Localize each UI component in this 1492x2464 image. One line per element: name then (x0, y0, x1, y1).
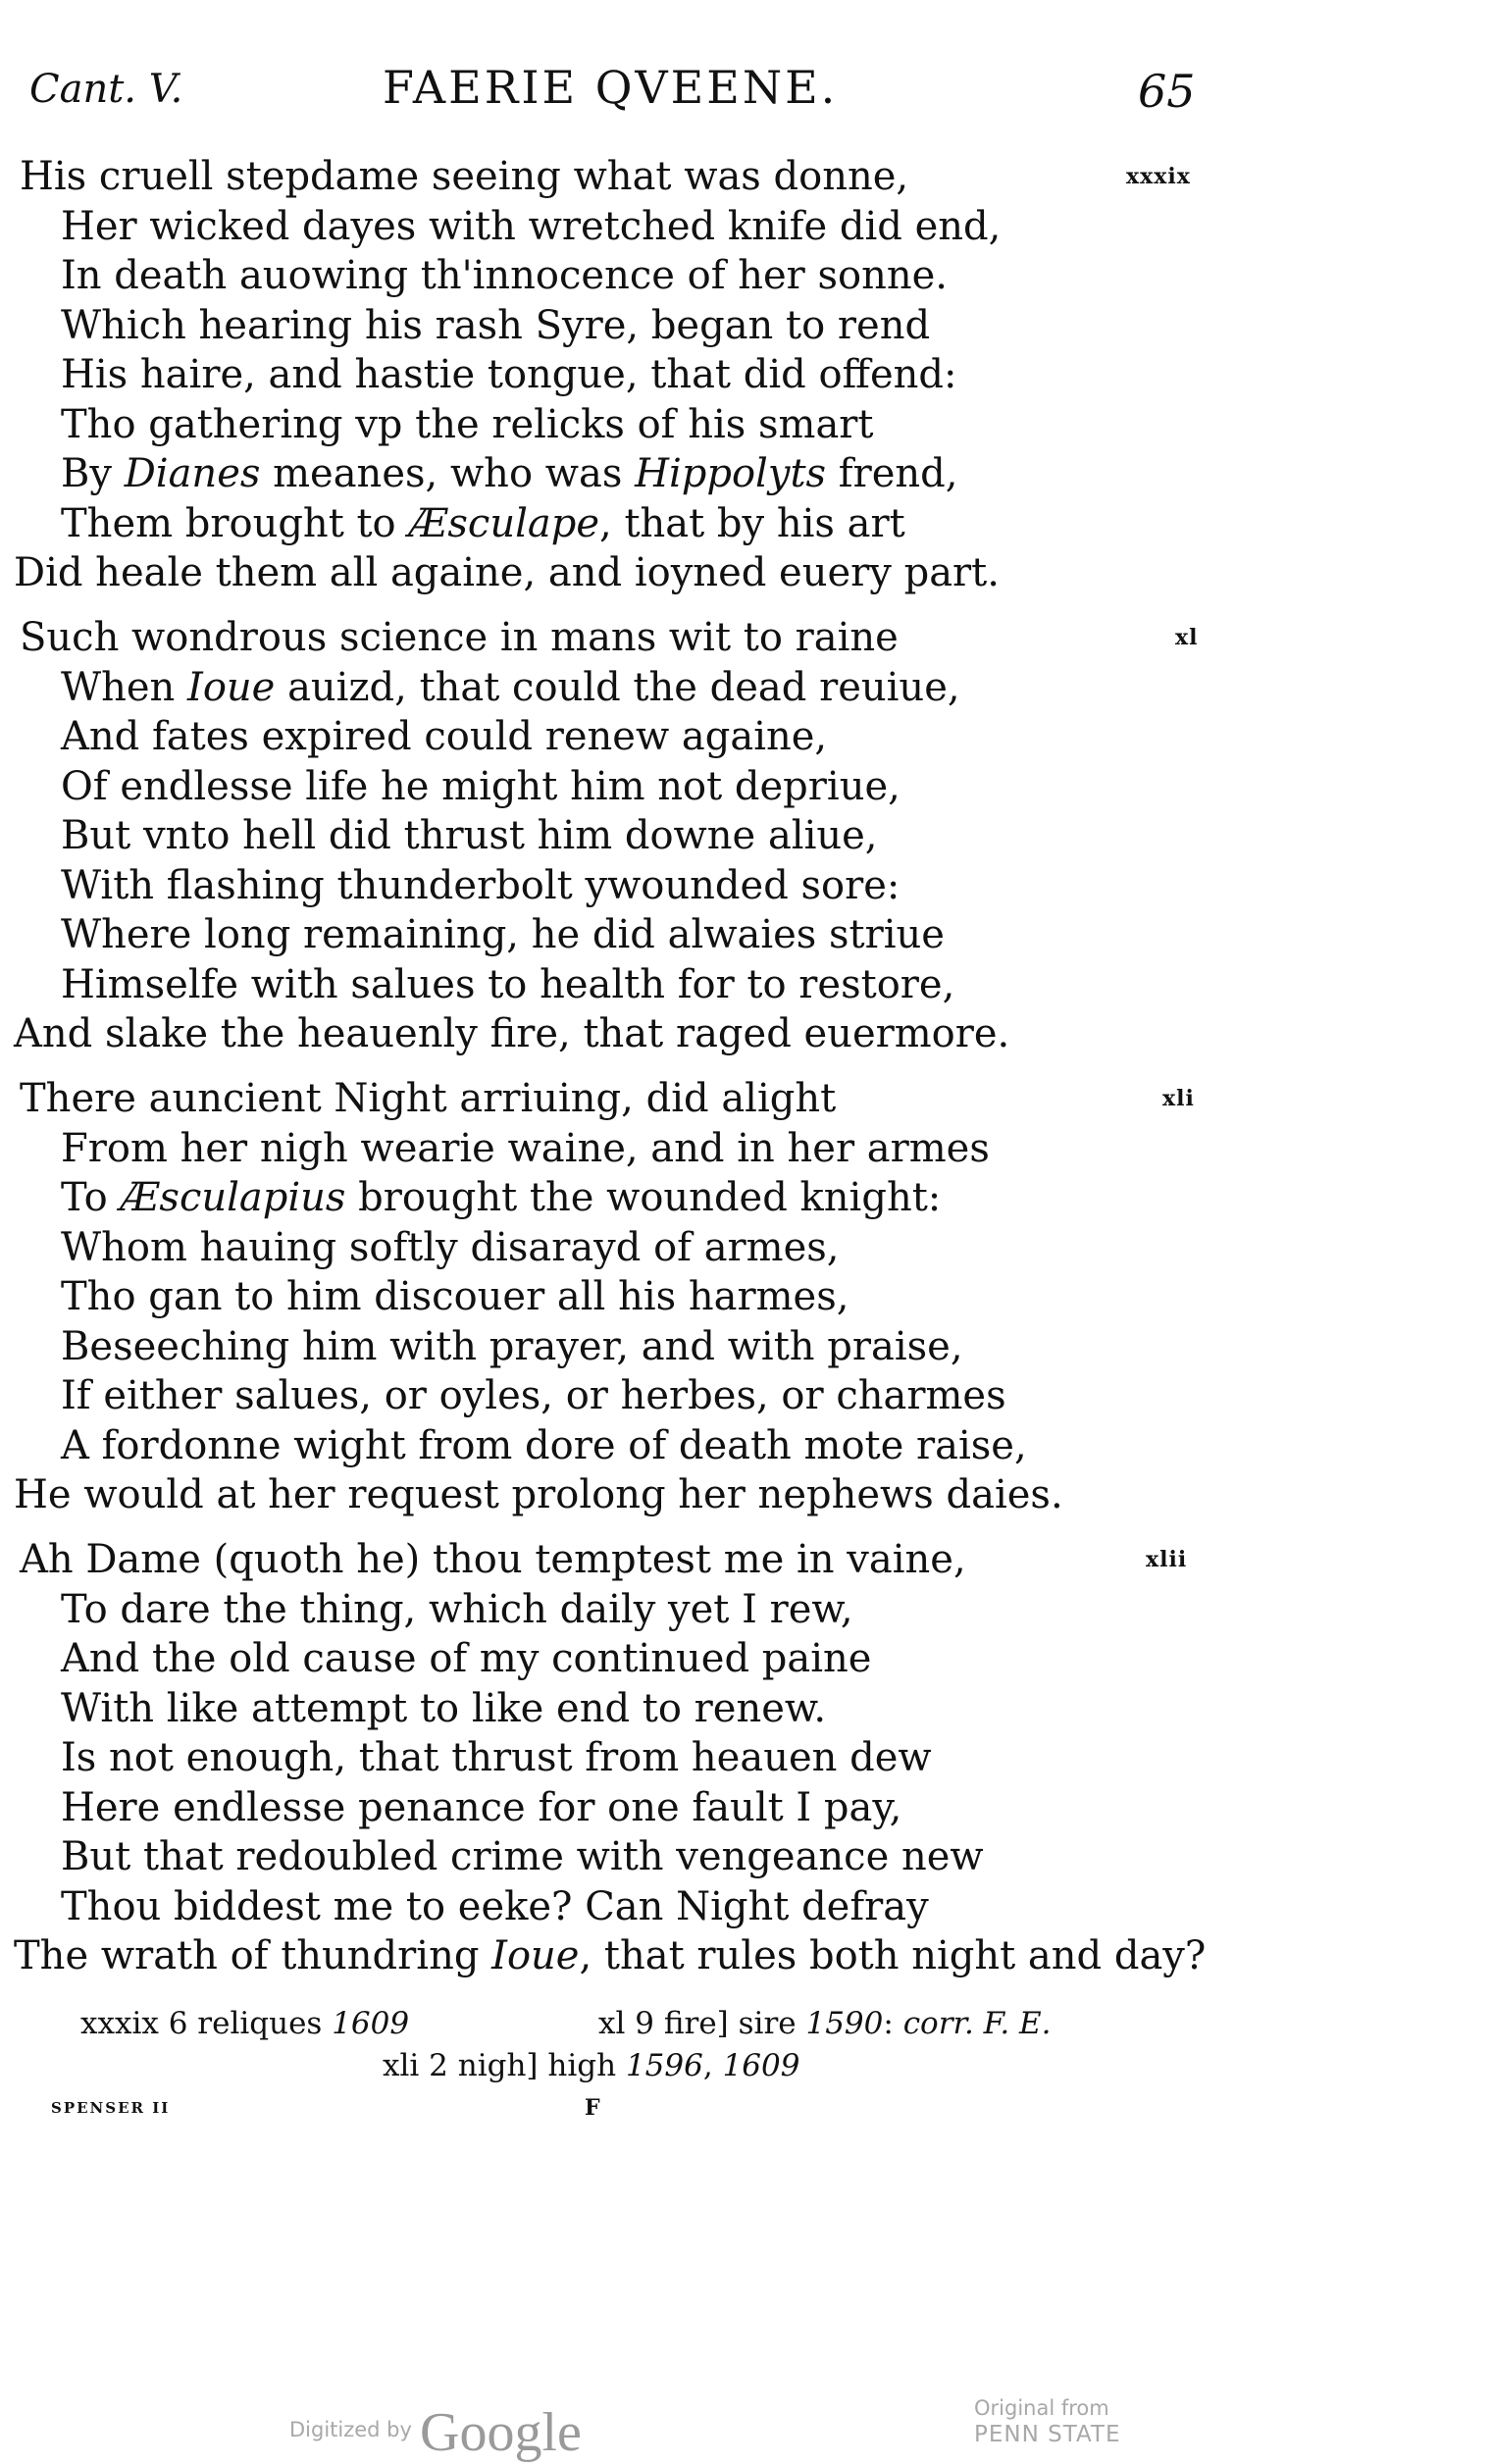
footnote-xl: xl 9 fire] sire 1590: corr. F. E. (598, 2006, 1052, 2041)
verse-line: Tho gan to him discouer all his harmes, (61, 1274, 849, 1319)
stanza-number: xli (1162, 1086, 1195, 1111)
gathering-mark: F (585, 2095, 600, 2121)
verse-line: His haire, and hastie tongue, that did offend: (61, 352, 957, 397)
verse-line: If either salues, or oyles, or herbes, or charmes (61, 1373, 1006, 1418)
verse-line: Did heale them all againe, and ioyned euery part. (14, 550, 1000, 595)
verse-line: From her nigh wearie waine, and in her armes (61, 1125, 990, 1171)
verse-line: There auncient Night arriuing, did alight (20, 1076, 837, 1121)
verse-line: He would at her request prolong her nephews daies. (14, 1472, 1063, 1517)
verse-line: And the old cause of my continued paine (61, 1636, 872, 1681)
verse-line: Here endlesse penance for one fault I pay, (61, 1784, 902, 1830)
stanza-number: xl (1175, 625, 1199, 650)
google-logo: Google (420, 2402, 582, 2463)
verse-line: Tho gathering vp the relicks of his smart (61, 401, 874, 447)
verse-line: Thou biddest me to eeke? Can Night defray (61, 1883, 929, 1929)
verse-line: His cruell stepdame seeing what was donne, (20, 154, 909, 199)
verse-line: A fordonne wight from dore of death mote raise, (61, 1422, 1027, 1468)
verse-line: Ah Dame (quoth he) thou temptest me in vaine, (20, 1537, 966, 1582)
verse-line: Them brought to Æsculape, that by his art (61, 500, 905, 546)
verse-line: To dare the thing, which daily yet I rew, (61, 1586, 853, 1632)
canto-label: Cant. V. (29, 67, 183, 112)
institution-name: PENN STATE (974, 2422, 1121, 2447)
verse-line: With like attempt to like end to renew. (61, 1685, 827, 1731)
verse-line: Himselfe with salues to health for to restore, (61, 961, 955, 1007)
verse-line: Her wicked dayes with wretched knife did end, (61, 203, 1002, 249)
verse-line: Which hearing his rash Syre, began to rend (61, 302, 931, 348)
running-head (0, 61, 1492, 129)
verse-line: And slake the heauenly fire, that raged euermore. (14, 1011, 1010, 1056)
stanza-number: xxxix (1126, 164, 1191, 189)
footnote-xli: xli 2 nigh] high 1596, 1609 (383, 2048, 800, 2083)
verse-line: With flashing thunderbolt ywounded sore: (61, 862, 900, 908)
verse-line: And fates expired could renew againe, (61, 714, 828, 759)
verse-line: But vnto hell did thrust him downe aliue, (61, 813, 878, 858)
verse-line: To Æsculapius brought the wounded knight: (61, 1175, 942, 1220)
verse-line: Is not enough, that thrust from heauen dew (61, 1735, 932, 1780)
digitized-by-label: Digitized by (289, 2418, 412, 2441)
verse-line: In death auowing th'innocence of her sonne. (61, 253, 949, 298)
verse-line: The wrath of thundring Ioue, that rules both night and day? (14, 1933, 1207, 1978)
original-from-label: Original from (974, 2396, 1109, 2420)
verse-line: Such wondrous science in mans wit to raine (20, 615, 899, 660)
verse-line: Of endlesse life he might him not depriue, (61, 763, 900, 809)
verse-line: When Ioue auizd, that could the dead reuiue, (61, 664, 960, 710)
verse-line: Whom hauing softly disarayd of armes, (61, 1224, 840, 1270)
stanza-number: xlii (1146, 1547, 1188, 1572)
verse-line: By Dianes meanes, who was Hippolyts frend, (61, 451, 958, 496)
verse-line: Beseeching him with prayer, and with praise, (61, 1323, 963, 1369)
page-number: 65 (1138, 65, 1196, 118)
signature-mark: SPENSER II (51, 2099, 171, 2117)
verse-line: But that redoubled crime with vengeance new (61, 1834, 984, 1879)
verse-line: Where long remaining, he did alwaies striue (61, 912, 945, 957)
book-title: FAERIE QVEENE. (383, 61, 839, 114)
footnote-xxxix: xxxix 6 reliques 1609 (80, 2006, 410, 2041)
